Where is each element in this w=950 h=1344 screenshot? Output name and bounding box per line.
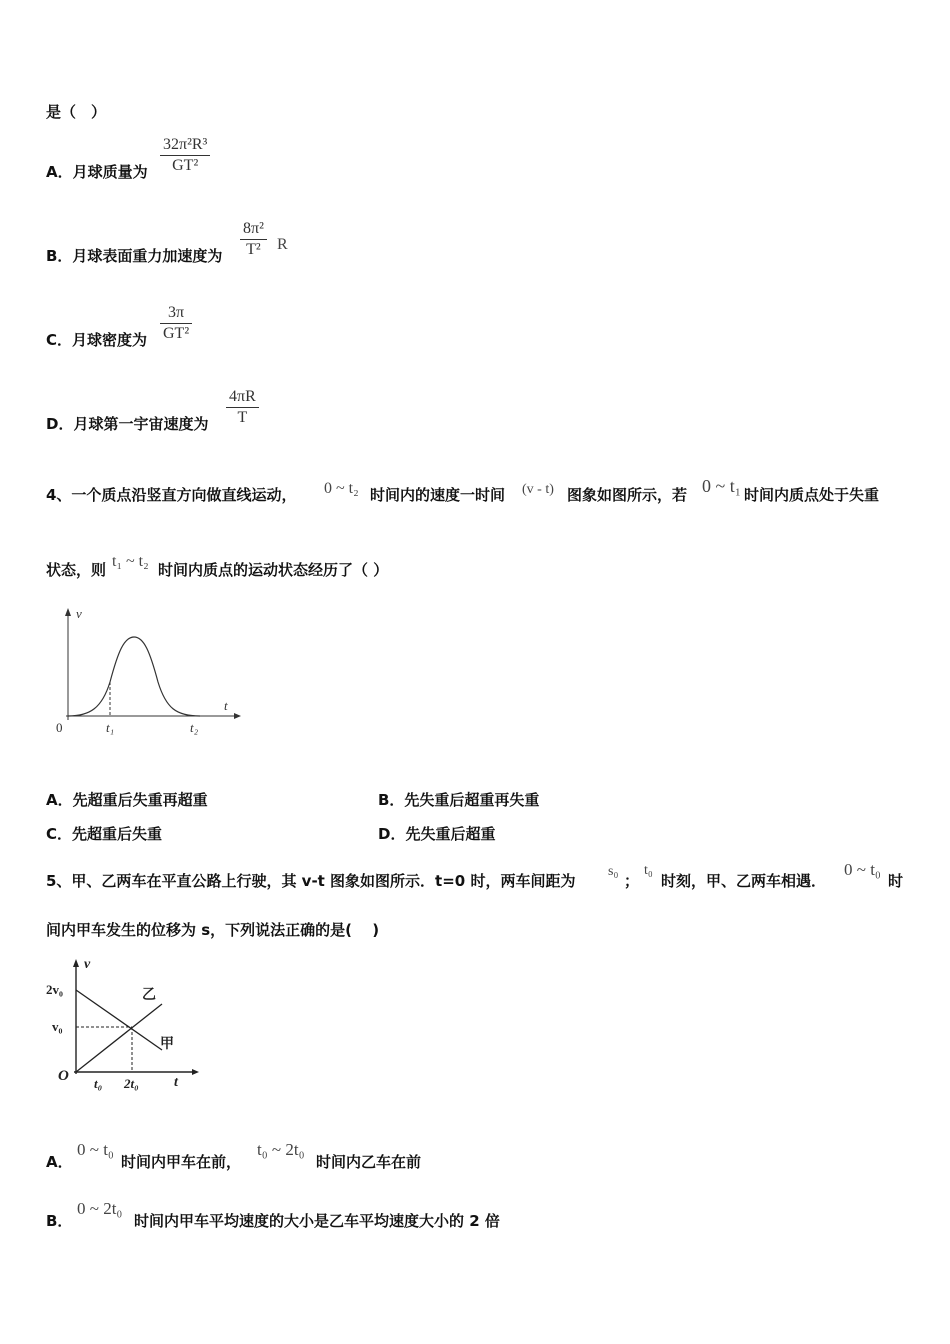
fraction-numerator: 4πR [229,388,256,405]
q3-option-b-fraction [240,220,267,259]
t1-tick-label: t₁ [106,720,115,735]
fraction-denominator: GT² [163,325,190,342]
q4-option-a: A．先超重后失重再超重 [46,791,208,809]
q5-stem-part4: 时 [888,872,904,890]
q5-formula-t0: t₀ [644,863,653,878]
y-axis-arrow-icon [73,959,79,967]
jia-label: 甲 [160,1037,174,1052]
fraction-denominator: T² [246,241,261,258]
x-axis-label: t [224,698,228,713]
q5-stem-part3: 时刻，甲、乙两车相遇． [661,872,827,890]
2t0-tick-label: 2t₀ [124,1076,139,1091]
jia-line [76,1004,162,1072]
q4-stem-part6: 时间内质点的运动状态经历了（ ） [158,561,389,579]
q4-formula-t1-t2: t₁ ~ t₂ [112,553,149,570]
q4-formula-0-t1: 0 ~ t₁ [702,476,742,496]
fraction-denominator: T [237,409,248,426]
q4-stem-part5: 状态，则 [46,561,107,579]
q3-option-c-fraction [160,304,192,343]
q5-option-a-formula2: t₀ ~ 2t₀ [257,1140,305,1159]
q4-option-c: C．先超重后失重 [46,825,163,843]
q5-option-a-text2: 时间内乙车在前 [316,1153,422,1171]
q3-option-c-label: C．月球密度为 [46,331,148,349]
2v0-tick-label: 2v₀ [46,982,63,997]
y-axis-label: v [76,606,82,621]
q4-stem-part4: 时间内质点处于失重 [744,486,880,504]
v0-tick-label: v₀ [52,1019,63,1034]
q5-stem-part1: 5、甲、乙两车在平直公路上行驶，其 v-t 图象如图所示．t=0 时，两车间距为 [46,872,576,890]
q5-stem-part2: ； [624,872,640,890]
q5-option-a-text1: 时间内甲车在前， [121,1153,242,1171]
fraction-numerator: 32π²R³ [163,136,208,153]
q4-stem-part2: 时间内的速度一时间 [370,486,506,504]
origin-label: 0 [56,720,63,735]
q5-formula-s0: s₀ [608,864,619,879]
q4-formula-vt: (v - t) [522,482,554,497]
q5-vt-graph [44,954,214,1094]
origin-label: O [58,1068,69,1084]
q3-option-b-label: B．月球表面重力加速度为 [46,247,223,265]
q4-formula-0-t2: 0 ~ t₂ [324,480,359,497]
q5-option-b-label: B． [46,1212,73,1230]
fraction-numerator: 8π² [243,220,264,237]
q3-option-b-suffix: R [277,236,288,253]
y-axis-arrow-icon [65,608,71,616]
q3-option-d-fraction [226,388,259,427]
q5-stem-part5: 间内甲车发生的位移为 s，下列说法正确的是( ) [46,921,380,939]
q5-option-a-formula1: 0 ~ t₀ [77,1140,114,1159]
q5-option-b-text: 时间内甲车平均速度的大小是乙车平均速度大小的 2 倍 [134,1212,500,1230]
t2-tick-label: t₂ [190,720,199,735]
q4-option-d: D．先失重后超重 [378,825,496,843]
q3-stem-tail: 是（ ） [46,103,107,121]
velocity-curve [68,637,200,716]
x-axis-arrow-icon [192,1069,199,1075]
q4-vt-graph [50,602,250,742]
q5-option-a-label: A． [46,1153,73,1171]
q5-formula-0-t0: 0 ~ t₀ [844,860,881,879]
q4-stem-part3: 图象如图所示，若 [567,486,688,504]
q3-option-d-label: D．月球第一宇宙速度为 [46,415,209,433]
q3-option-a-label: A．月球质量为 [46,163,148,181]
q4-stem-part1: 4、一个质点沿竖直方向做直线运动， [46,486,297,504]
x-axis-arrow-icon [234,713,241,719]
q3-option-a-fraction [160,136,210,175]
x-axis-label: t [174,1075,178,1090]
y-axis-label: v [84,957,91,972]
fraction-denominator: GT² [172,157,199,174]
fraction-numerator: 3π [168,304,185,321]
q4-option-b: B．先失重后超重再失重 [378,791,540,809]
q5-option-b-formula: 0 ~ 2t₀ [77,1199,123,1218]
t0-tick-label: t₀ [94,1076,103,1091]
yi-label: 乙 [142,988,156,1003]
